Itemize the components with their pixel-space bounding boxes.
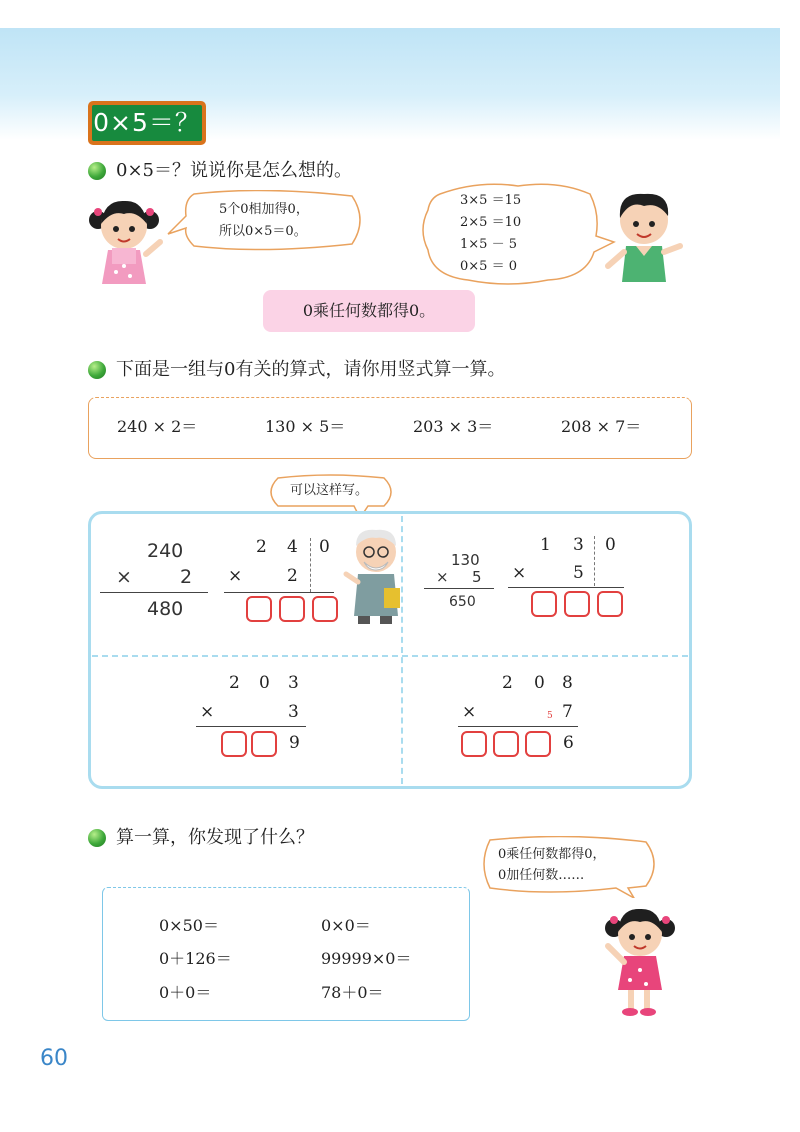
v208-line [458, 726, 578, 727]
v130-line [508, 587, 624, 588]
v208-answer-cell-1[interactable] [461, 731, 487, 757]
lesson-title: 0×5＝？ [92, 105, 202, 141]
v240-answer-cell-3[interactable] [312, 596, 338, 622]
girl-character-icon [84, 192, 166, 294]
v208-carry: 5 [547, 711, 553, 721]
v240-answer-cell-1[interactable] [246, 596, 272, 622]
v208-answer-last: 6 [563, 733, 574, 753]
calc-4: 99999×0＝ [321, 949, 412, 968]
hand-240-op: × [116, 566, 132, 588]
v240-digit-3: 0 [319, 537, 330, 557]
v130-zero-separator [594, 536, 595, 586]
hand-130-result: 650 [449, 594, 476, 610]
v240-multiplier: 2 [287, 566, 298, 586]
hand-130-multiplier: 5 [472, 568, 482, 586]
boy-character-icon [600, 186, 690, 286]
v240-answer-cell-2[interactable] [279, 596, 305, 622]
v208-digit-3: 8 [562, 673, 573, 693]
calc-5: 0＋0＝ [159, 983, 212, 1002]
green-bullet-icon [88, 829, 106, 847]
girl-bubble-line-1: 5个0相加得0， [219, 202, 309, 217]
v208-answer-cell-2[interactable] [493, 731, 519, 757]
v203-line [196, 726, 306, 727]
girl-bubble-line-2: 所以0×5＝0。 [219, 224, 307, 239]
v208-digit-2: 0 [534, 673, 545, 693]
v208-op: × [462, 702, 477, 722]
green-bullet-icon [88, 162, 106, 180]
hand-240-result: 480 [147, 598, 184, 620]
v203-answer-cell-1[interactable] [221, 731, 247, 757]
v130-answer-cell-3[interactable] [597, 591, 623, 617]
page-number: 60 [40, 1046, 68, 1071]
hand-240-multiplier: 2 [180, 566, 193, 588]
v130-answer-cell-1[interactable] [531, 591, 557, 617]
girl2-bubble-line-2: 0加任何数…… [498, 868, 585, 883]
hand-240-line [100, 592, 208, 593]
v130-answer-cell-2[interactable] [564, 591, 590, 617]
v203-op: × [200, 702, 215, 722]
calc-1: 0×50＝ [159, 916, 219, 935]
equation-4: 208 × 7＝ [561, 417, 642, 436]
conclusion-box: 0乘任何数都得0。 [263, 290, 475, 332]
equation-3: 203 × 3＝ [413, 417, 494, 436]
girl2-character-icon [600, 898, 680, 1020]
green-bullet-icon [88, 361, 106, 379]
boy-bubble-line-4: 0×5 ＝ 0 [460, 259, 517, 274]
calc-3: 0＋126＝ [159, 949, 232, 968]
v130-digit-3: 0 [605, 535, 616, 555]
v203-digit-3: 3 [288, 673, 299, 693]
hand-130-top: 130 [451, 551, 480, 569]
v240-digit-1: 2 [256, 537, 267, 557]
v208-digit-1: 2 [502, 673, 513, 693]
calc-exercise-box [102, 887, 470, 1021]
hand-130-line [424, 588, 494, 589]
v130-multiplier: 5 [573, 563, 584, 583]
v203-digit-1: 2 [229, 673, 240, 693]
v203-answer-cell-2[interactable] [251, 731, 277, 757]
section2-heading: 下面是一组与0有关的算式，请你用竖式算一算。 [116, 359, 506, 380]
calc-6: 78＋0＝ [321, 983, 384, 1002]
lesson-title-board [88, 101, 206, 145]
v203-answer-last: 9 [289, 733, 300, 753]
boy-bubble-line-3: 1×5 － 5 [460, 237, 517, 252]
v130-digit-1: 1 [540, 535, 551, 555]
v208-multiplier: 7 [562, 702, 573, 722]
v203-digit-2: 0 [259, 673, 270, 693]
equation-2: 130 × 5＝ [265, 417, 346, 436]
teacher-character-icon [342, 522, 408, 628]
v130-op: × [512, 563, 527, 583]
boy-bubble-line-2: 2×5 ＝10 [460, 215, 522, 230]
hand-130-op: × [436, 568, 449, 586]
girl2-bubble-line-1: 0乘任何数都得0， [498, 847, 606, 862]
teacher-bubble-text: 可以这样写。 [290, 483, 369, 498]
calc-2: 0×0＝ [321, 916, 371, 935]
section3-heading: 算一算，你发现了什么？ [116, 827, 314, 848]
boy-bubble-line-1: 3×5 ＝15 [460, 193, 522, 208]
section1-heading: 0×5＝？说说你是怎么想的。 [116, 160, 352, 181]
v130-digit-2: 3 [573, 535, 584, 555]
hand-240-top: 240 [147, 540, 184, 562]
v240-zero-separator [310, 538, 311, 592]
equation-strip [88, 397, 692, 459]
v240-op: × [228, 566, 243, 586]
v240-line [224, 592, 334, 593]
equation-1: 240 × 2＝ [117, 417, 198, 436]
v240-digit-2: 4 [287, 537, 298, 557]
area-divider-horizontal [92, 655, 688, 657]
v203-multiplier: 3 [288, 702, 299, 722]
v208-answer-cell-3[interactable] [525, 731, 551, 757]
